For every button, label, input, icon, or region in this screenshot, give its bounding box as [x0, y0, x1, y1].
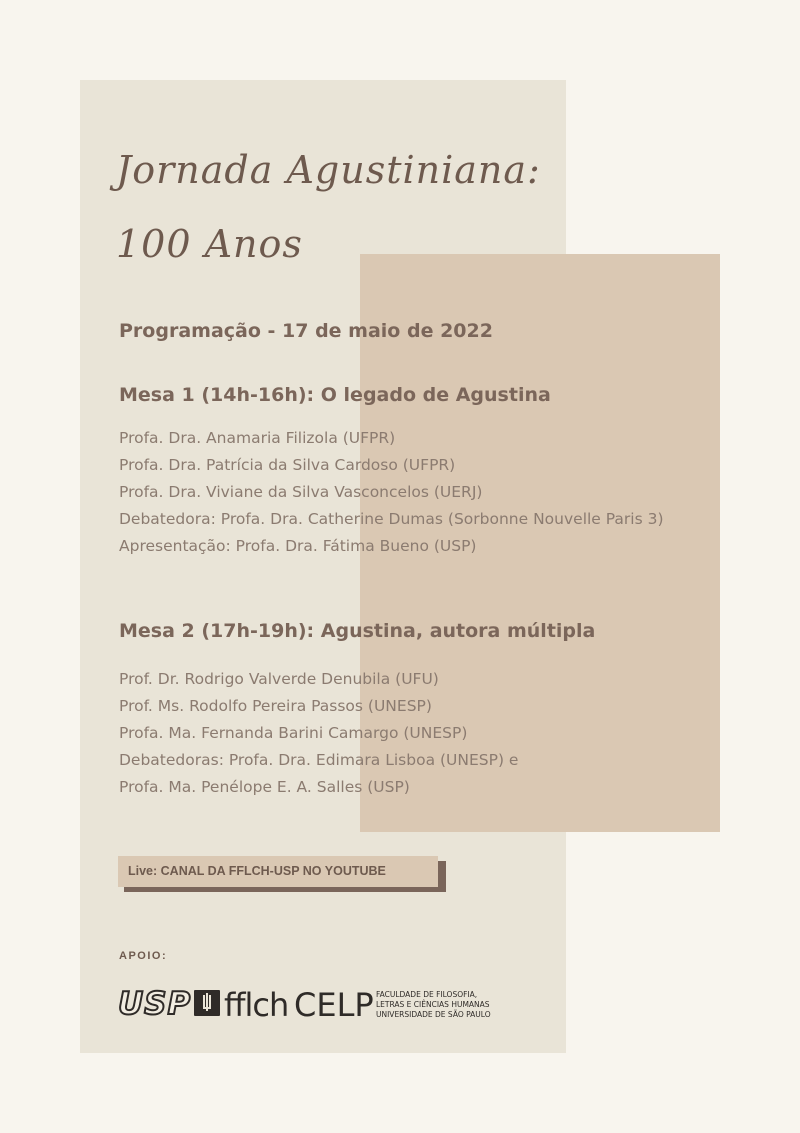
- mesa2-participant-list: [119, 666, 518, 801]
- list-item: Prof. Dr. Rodrigo Valverde Denubila (UFU): [119, 670, 439, 688]
- event-title-line1: Jornada Agustiniana:: [116, 148, 541, 192]
- celp-logo: CELP: [294, 986, 374, 1024]
- faculty-line: FACULDADE DE FILOSOFIA,: [376, 990, 478, 999]
- fflch-logo: fflch: [224, 986, 289, 1024]
- programacao-heading: Programação - 17 de maio de 2022: [119, 320, 493, 342]
- list-item: Profa. Ma. Fernanda Barini Camargo (UNESP): [119, 724, 468, 742]
- faculty-name: [376, 990, 491, 1020]
- list-item: Apresentação: Profa. Dra. Fátima Bueno (USP): [119, 537, 477, 555]
- list-item: Profa. Dra. Patrícia da Silva Cardoso (UFPR): [119, 456, 456, 474]
- faculty-line: UNIVERSIDADE DE SÃO PAULO: [376, 1010, 491, 1019]
- list-item: Prof. Ms. Rodolfo Pereira Passos (UNESP): [119, 697, 432, 715]
- list-item: Profa. Dra. Viviane da Silva Vasconcelos (UERJ): [119, 483, 483, 501]
- mesa1-participant-list: [119, 425, 664, 560]
- fflch-emblem-icon: [194, 990, 220, 1016]
- apoio-label: APOIO:: [119, 950, 168, 962]
- list-item: Debatedora: Profa. Dra. Catherine Dumas (Sorbonne Nouvelle Paris 3): [119, 510, 664, 528]
- list-item: Profa. Ma. Penélope E. A. Salles (USP): [119, 778, 410, 796]
- live-link-button[interactable]: Live: CANAL DA FFLCH-USP NO YOUTUBE: [118, 856, 438, 887]
- list-item: Profa. Dra. Anamaria Filizola (UFPR): [119, 429, 396, 447]
- faculty-line: LETRAS E CIÊNCIAS HUMANAS: [376, 1000, 490, 1009]
- list-item: Debatedoras: Profa. Dra. Edimara Lisboa (UNESP) e: [119, 751, 519, 769]
- mesa2-heading: Mesa 2 (17h-19h): Agustina, autora múltipla: [119, 620, 596, 642]
- event-title-line2: 100 Anos: [116, 222, 303, 266]
- mesa1-heading: Mesa 1 (14h-16h): O legado de Agustina: [119, 384, 551, 406]
- usp-logo: USP: [118, 986, 192, 1022]
